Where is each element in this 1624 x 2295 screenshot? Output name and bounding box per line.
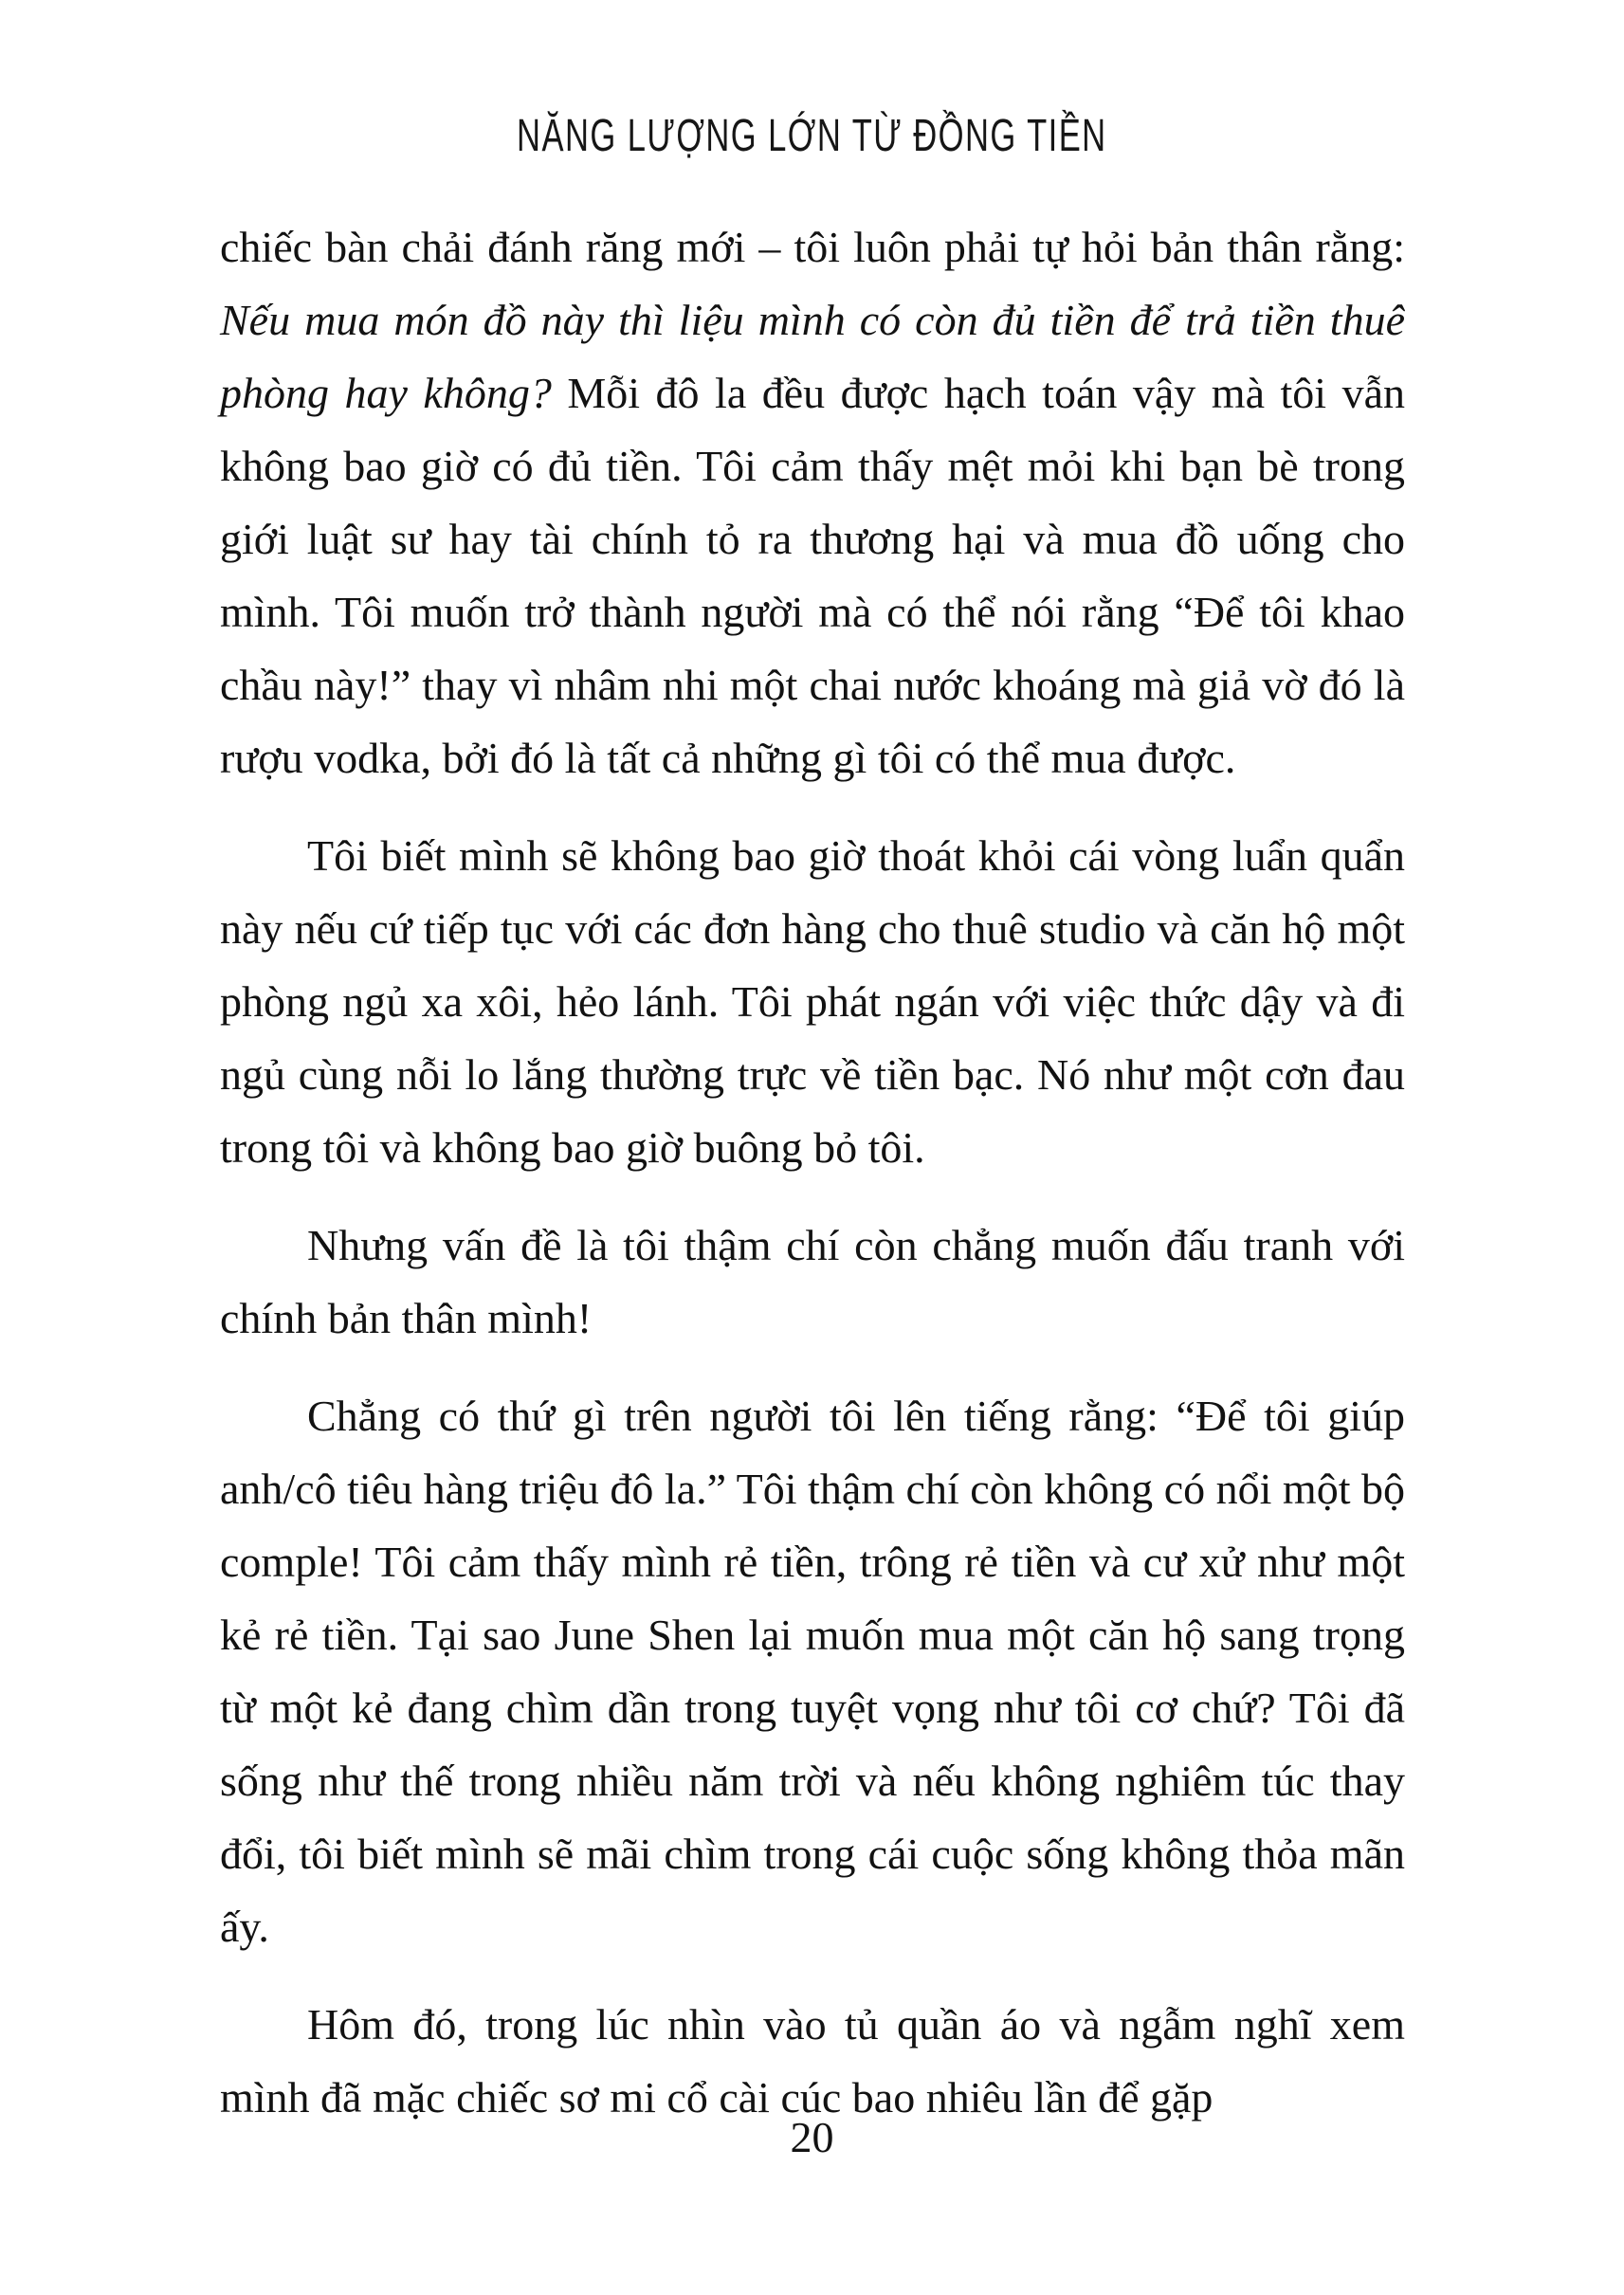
paragraph	[220, 819, 1405, 1184]
paragraph	[220, 1209, 1405, 1355]
running-header-title: NĂNG LƯỢNG LỚN TỪ ĐỒNG TIỀN	[517, 111, 1107, 161]
body-text	[220, 210, 1405, 2134]
paragraph	[220, 210, 1405, 794]
running-header	[0, 110, 1624, 162]
paragraph	[220, 1379, 1405, 1963]
paragraph-text: Nhưng vấn đề là tôi thậm chí còn chẳng muốn đấu tranh với chính bản thân mình!	[220, 1221, 1405, 1342]
paragraph-text: chiếc bàn chải đánh răng mới – tôi luôn phải tự hỏi bản thân rằng:	[220, 223, 1405, 271]
paragraph-text: Tôi biết mình sẽ không bao giờ thoát khỏi cái vòng luẩn quẩn này nếu cứ tiếp tục với các đơn hàng cho thuê studio và căn hộ một phòng ngủ xa xôi, hẻo lánh. Tôi phát ngán với việc thức dậy và đi ngủ cùng nỗi lo lắng thường trực về tiền bạc. Nó như một cơn đau trong tôi và không bao giờ buông bỏ tôi.	[220, 831, 1405, 1172]
paragraph-text: Mỗi đô la đều được hạch toán vậy mà tôi vẫn không bao giờ có đủ tiền. Tôi cảm thấy mệt mỏi khi bạn bè trong giới luật sư hay tài chính tỏ ra thương hại và mua đồ uống cho mình. Tôi muốn trở thành người mà có thể nói rằng “Để tôi khao chầu này!” thay vì nhâm nhi một chai nước khoáng mà giả vờ đó là rượu vodka, bởi đó là tất cả những gì tôi có thể mua được.	[220, 369, 1405, 782]
paragraph-text-italic: Nếu mua món đồ này thì liệu mình có còn đủ tiền để trả tiền thuê phòng hay không?	[220, 296, 1405, 417]
paragraph-text: Chẳng có thứ gì trên người tôi lên tiếng rằng: “Để tôi giúp anh/cô tiêu hàng triệu đô la.” Tôi thậm chí còn không có nổi một bộ comple! Tôi cảm thấy mình rẻ tiền, trông rẻ tiền và cư xử như một kẻ rẻ tiền. Tại sao June Shen lại muốn mua một căn hộ sang trọng từ một kẻ đang chìm dần trong tuyệt vọng như tôi cơ chứ? Tôi đã sống như thế trong nhiều năm trời và nếu không nghiêm túc thay đổi, tôi biết mình sẽ mãi chìm trong cái cuộc sống không thỏa mãn ấy.	[220, 1392, 1405, 1951]
page-number: 20	[790, 2113, 834, 2161]
paragraph-text: Hôm đó, trong lúc nhìn vào tủ quần áo và ngẫm nghĩ xem mình đã mặc chiếc sơ mi cổ cài cúc bao nhiêu lần để gặp	[220, 2000, 1405, 2122]
